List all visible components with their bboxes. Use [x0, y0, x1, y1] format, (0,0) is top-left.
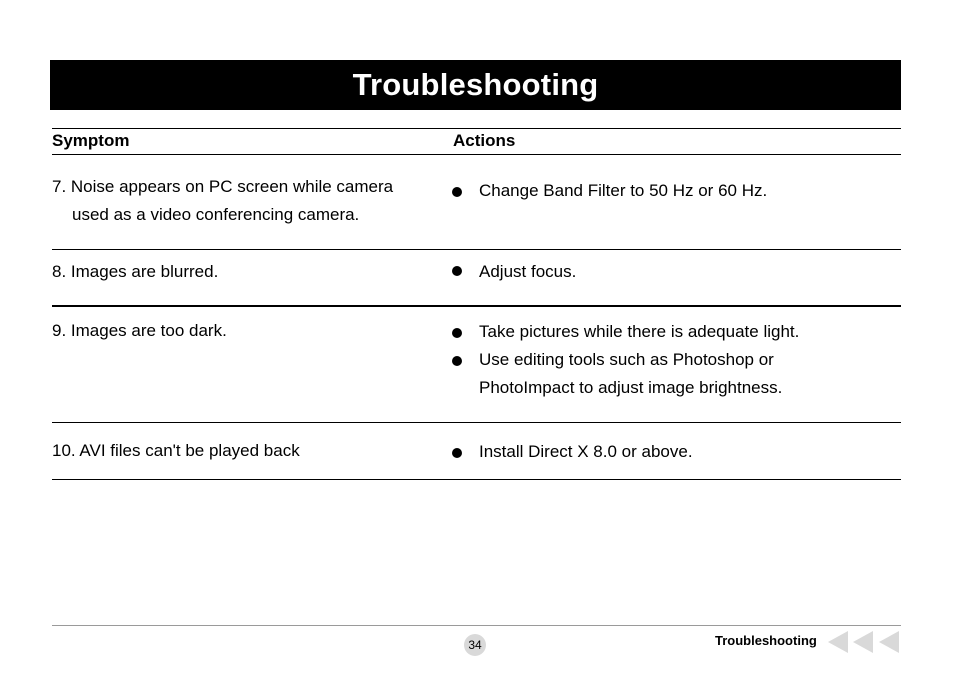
back-arrow-icon[interactable]	[828, 631, 848, 653]
table-row-actions	[452, 318, 799, 402]
footer-section-label: Troubleshooting	[715, 633, 817, 648]
action-text: Change Band Filter to 50 Hz or 60 Hz.	[479, 181, 768, 200]
row-divider	[52, 422, 901, 423]
bullet-icon	[452, 448, 462, 458]
action-text: Install Direct X 8.0 or above.	[479, 442, 693, 461]
footer-rule	[52, 625, 901, 626]
symptom-line: 10. AVI files can't be played back	[52, 441, 300, 460]
title-banner	[50, 60, 901, 110]
table-row-symptom	[52, 258, 218, 286]
row-divider	[52, 249, 901, 250]
symptom-line: 9. Images are too dark.	[52, 321, 227, 340]
bullet-icon	[452, 328, 462, 338]
page-title: Troubleshooting	[352, 67, 599, 102]
action-item	[452, 258, 576, 286]
table-row-actions	[452, 438, 693, 466]
table-top-rule	[52, 128, 901, 129]
page-number: 34	[464, 634, 486, 656]
table-row-symptom	[52, 437, 300, 465]
table-row-symptom	[52, 173, 393, 229]
action-text-continuation: PhotoImpact to adjust image brightness.	[479, 378, 783, 397]
table-bottom-rule	[52, 479, 901, 480]
bullet-icon	[452, 187, 462, 197]
action-item	[452, 438, 693, 466]
table-row-symptom	[52, 317, 227, 345]
table-row-actions	[452, 177, 767, 205]
row-divider	[52, 305, 901, 307]
symptom-column-header: Symptom	[52, 131, 130, 150]
action-item	[452, 346, 799, 374]
action-item	[452, 177, 767, 205]
back-arrow-icon[interactable]	[879, 631, 899, 653]
table-row-actions	[452, 258, 576, 286]
action-text: Take pictures while there is adequate light.	[479, 322, 800, 341]
action-text: Adjust focus.	[479, 262, 577, 281]
action-text: Use editing tools such as Photoshop or	[479, 350, 774, 369]
header-rule	[52, 154, 901, 155]
symptom-line: 8. Images are blurred.	[52, 262, 219, 281]
back-arrow-icon[interactable]	[853, 631, 873, 653]
bullet-icon	[452, 356, 462, 366]
bullet-icon	[452, 266, 462, 276]
actions-column-header: Actions	[453, 131, 516, 150]
action-item	[452, 318, 799, 346]
footer-nav-arrows	[826, 628, 902, 656]
symptom-line: 7. Noise appears on PC screen while camera	[52, 177, 394, 196]
symptom-line: used as a video conferencing camera.	[72, 205, 360, 224]
